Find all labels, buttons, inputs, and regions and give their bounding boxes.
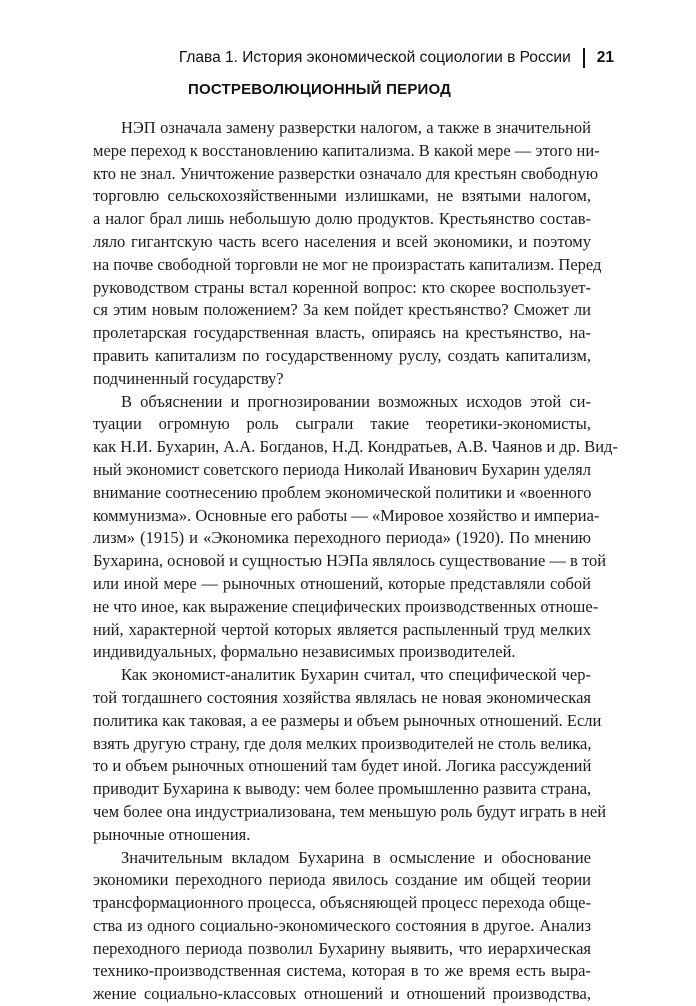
section-heading: ПОСТРЕВОЛЮЦИОННЫЙ ПЕРИОД (188, 81, 451, 98)
text-line: а налог брал лишь небольшую долю продуктов. Крестьянство состав- (93, 208, 591, 231)
text-line: пролетарская государственная власть, опираясь на крестьянство, на- (93, 322, 591, 345)
text-line: кто не знал. Уничтожение разверстки означало для крестьян свободную (93, 163, 591, 186)
text-line: рыночные отношения. (93, 824, 591, 847)
paragraph (93, 664, 591, 846)
text-line: править капитализм по государственному руслу, создать капитализм, (93, 345, 591, 368)
text-line: трансформационного процесса, объясняющей процесс перехода обще- (93, 892, 591, 915)
text-line: переходного периода позволил Бухарину выявить, что иерархическая (93, 938, 591, 961)
text-line: или иной мере — рыночных отношений, которые представляли собой (93, 573, 591, 596)
text-line: лизм» (1915) и «Экономика переходного периода» (1920). По мнению (93, 527, 591, 550)
text-line: взять другую страну, где доля мелких производителей не столь велика, (93, 733, 591, 756)
text-line: технико-производственная система, которая в то же время есть выра- (93, 960, 591, 983)
body-text (93, 117, 591, 1006)
text-line: внимание соотнесению проблем экономической политики и «военного (93, 482, 591, 505)
text-line: индивидуальных, формально независимых производителей. (93, 641, 591, 664)
text-line: Бухарина, основой и сущностью НЭПа являлось существование — в той (93, 550, 591, 573)
text-line: не что иное, как выражение специфических производственных отноше- (93, 596, 591, 619)
text-line: приводит Бухарина к выводу: чем более промышленно развита страна, (93, 778, 591, 801)
text-line: подчиненный государству? (93, 368, 591, 391)
text-line: коммунизма». Основные его работы — «Мировое хозяйство и империа- (93, 505, 591, 528)
text-line: политика как таковая, а ее размеры и объем рыночных отношений. Если (93, 710, 591, 733)
text-line: на почве свободной торговли не мог не произрастать капитализм. Перед (93, 254, 591, 277)
text-line: туации огромную роль сыграли такие теоретики-экономисты, (93, 413, 591, 436)
text-line: В объяснении и прогнозировании возможных исходов этой си- (93, 391, 591, 414)
text-line: той тогдашнего состояния хозяйства являлась не новая экономическая (93, 687, 591, 710)
text-line: жение социально-классовых отношений и отношений производства, (93, 983, 591, 1006)
running-head (179, 48, 614, 68)
text-line: Значительным вкладом Бухарина в осмысление и обоснование (93, 847, 591, 870)
text-line: ся этим новым положением? За кем пойдет крестьянство? Сможет ли (93, 299, 591, 322)
text-line: то и объем рыночных отношений там будет иной. Логика рассуждений (93, 755, 591, 778)
text-line: экономики переходного периода явилось создание им общей теории (93, 869, 591, 892)
text-line: чем более она индустриализована, тем меньшую роль будут играть в ней (93, 801, 591, 824)
text-line: НЭП означала замену разверстки налогом, а также в значительной (93, 117, 591, 140)
text-line: Как экономист-аналитик Бухарин считал, что специфической чер- (93, 664, 591, 687)
running-title: Глава 1. История экономической социологии в России (179, 49, 571, 67)
text-line: руководством страны встал коренной вопрос: кто скорее воспользует- (93, 277, 591, 300)
text-line: мере переход к восстановлению капитализма. В какой мере — этого ни- (93, 140, 591, 163)
header-separator (583, 48, 585, 68)
paragraph (93, 117, 591, 391)
text-line: ства из одного социально-экономического состояния в другое. Анализ (93, 915, 591, 938)
page-number: 21 (597, 49, 614, 67)
text-line: торговлю сельскохозяйственными излишками, не взятыми налогом, (93, 185, 591, 208)
paragraph (93, 847, 591, 1006)
text-line: ный экономист советского периода Николай Иванович Бухарин уделял (93, 459, 591, 482)
paragraph (93, 391, 591, 665)
text-line: как Н.И. Бухарин, А.А. Богданов, Н.Д. Кондратьев, А.В. Чаянов и др. Вид- (93, 436, 591, 459)
text-line: ний, характерной чертой которых является распыленный труд мелких (93, 619, 591, 642)
text-line: ляло гигантскую часть всего населения и всей экономики, и поэтому (93, 231, 591, 254)
